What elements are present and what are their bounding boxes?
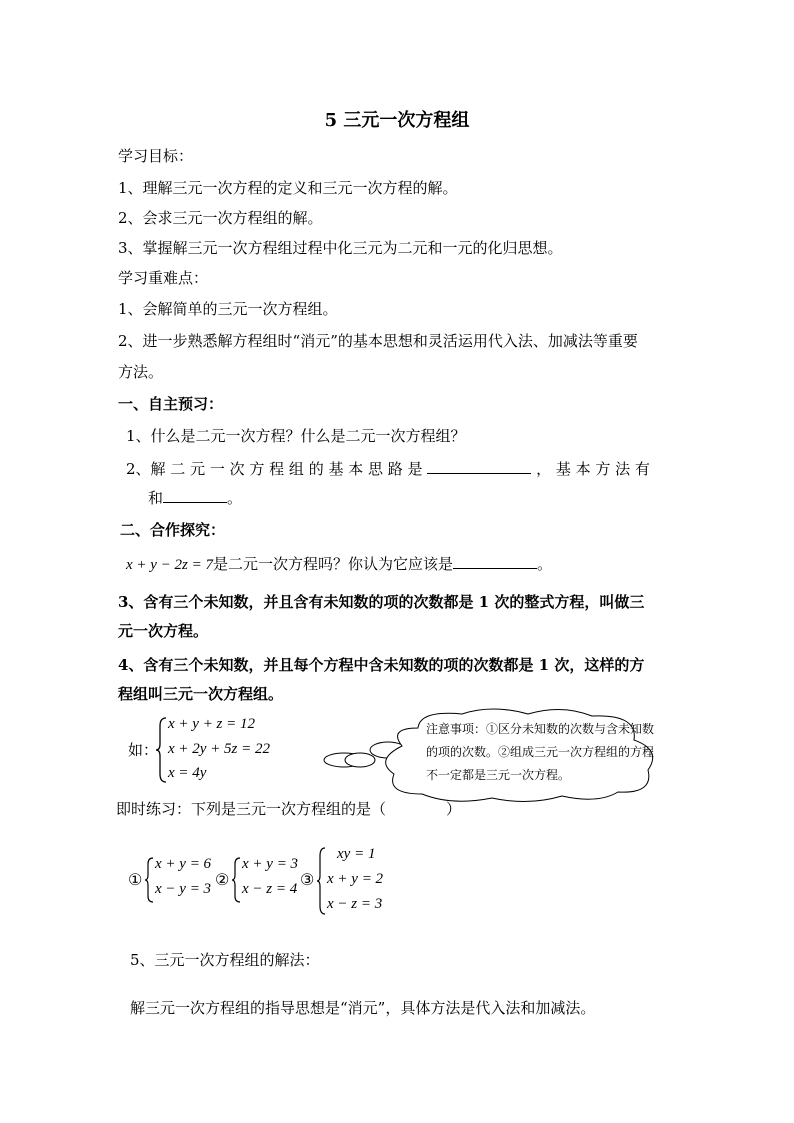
option-label: ② bbox=[215, 870, 230, 889]
option-brace bbox=[145, 856, 155, 904]
question-1: 1、什么是二元一次方程？什么是二元一次方程组？ bbox=[126, 427, 466, 445]
page-title: 5 三元一次方程组 bbox=[324, 110, 470, 131]
practice-text: 即时练习：下列是三元一次方程组的是（ bbox=[116, 800, 387, 818]
question-2-text-a: 2、解 二 元 一 次 方 程 组 的 基 本 思 路 是 bbox=[126, 460, 423, 478]
section5-heading: 5、三元一次方程组的解法： bbox=[130, 951, 320, 969]
equation-row: x + y = 3 bbox=[242, 856, 299, 872]
question-2-text-c: 和 bbox=[148, 489, 164, 507]
goal-item: 1、理解三元一次方程的定义和三元一次方程的解。 bbox=[118, 179, 458, 197]
equation-row: x + y = 2 bbox=[327, 871, 384, 887]
question-2-text-d: 。 bbox=[227, 489, 243, 507]
equation-row: xy = 1 bbox=[337, 846, 376, 862]
section2-heading: 二、合作探究： bbox=[120, 521, 226, 539]
goals-heading: 学习目标： bbox=[118, 147, 194, 165]
key-item: 方法。 bbox=[118, 363, 164, 381]
example-label: 如： bbox=[128, 741, 159, 759]
note-text: 注意事项：①区分未知数的次数与含未知数的项的次数。②组成三元一次方程组的方程不一定都是三元一次方程。 bbox=[426, 722, 655, 782]
practice-question bbox=[116, 799, 461, 819]
equation-question bbox=[126, 554, 552, 575]
definition-4: 4、含有三个未知数，并且每个方程中含未知数的项的次数都是 1 次，这样的方 bbox=[118, 656, 645, 674]
goal-item: 2、会求三元一次方程组的解。 bbox=[118, 209, 323, 227]
example-brace bbox=[156, 716, 168, 784]
equation-row: x − z = 3 bbox=[327, 896, 383, 912]
key-heading: 学习重难点： bbox=[118, 269, 209, 287]
definition-3-cont: 元一次方程。 bbox=[118, 622, 209, 640]
key-item: 2、进一步熟悉解方程组时“消元”的基本思想和灵活运用代入法、加减法等重要 bbox=[118, 332, 638, 350]
question-2-text-b: ， 基 本 方 法 有 bbox=[536, 460, 650, 478]
goal-item: 3、掌握解三元一次方程组过程中化三元为二元和一元的化归思想。 bbox=[118, 239, 563, 257]
equation: x + y − 2z = 7 bbox=[126, 557, 214, 573]
definition-4-cont: 程组叫三元一次方程组。 bbox=[118, 685, 284, 703]
answer-blank[interactable] bbox=[453, 554, 537, 569]
question-2-cont bbox=[148, 488, 242, 508]
equation-question-text: 是二元一次方程吗？你认为它应该是 bbox=[213, 555, 454, 573]
equation-question-end: 。 bbox=[537, 555, 553, 573]
practice-close: ） bbox=[446, 800, 462, 818]
option-brace bbox=[317, 846, 327, 916]
option-label: ① bbox=[128, 870, 143, 889]
equation-row: x + y = 6 bbox=[155, 856, 212, 872]
equation-row: x = 4y bbox=[168, 765, 207, 781]
answer-blank[interactable] bbox=[163, 488, 227, 503]
option-brace bbox=[232, 856, 242, 904]
equation-row: x − y = 3 bbox=[155, 881, 212, 897]
equation-row: x − z = 4 bbox=[242, 881, 298, 897]
equation-row: x + y + z = 12 bbox=[168, 716, 256, 732]
option-label: ③ bbox=[300, 870, 315, 889]
answer-blank[interactable] bbox=[427, 459, 531, 474]
equation-row: x + 2y + 5z = 22 bbox=[168, 741, 271, 757]
section5-text: 解三元一次方程组的指导思想是“消元”，具体方法是代入法和加减法。 bbox=[130, 999, 596, 1017]
section1-heading: 一、自主预习： bbox=[118, 395, 224, 413]
definition-3: 3、含有三个未知数，并且含有未知数的项的次数都是 1 次的整式方程，叫做三 bbox=[118, 593, 645, 611]
question-2 bbox=[126, 459, 650, 479]
key-item: 1、会解简单的三元一次方程组。 bbox=[118, 300, 338, 318]
